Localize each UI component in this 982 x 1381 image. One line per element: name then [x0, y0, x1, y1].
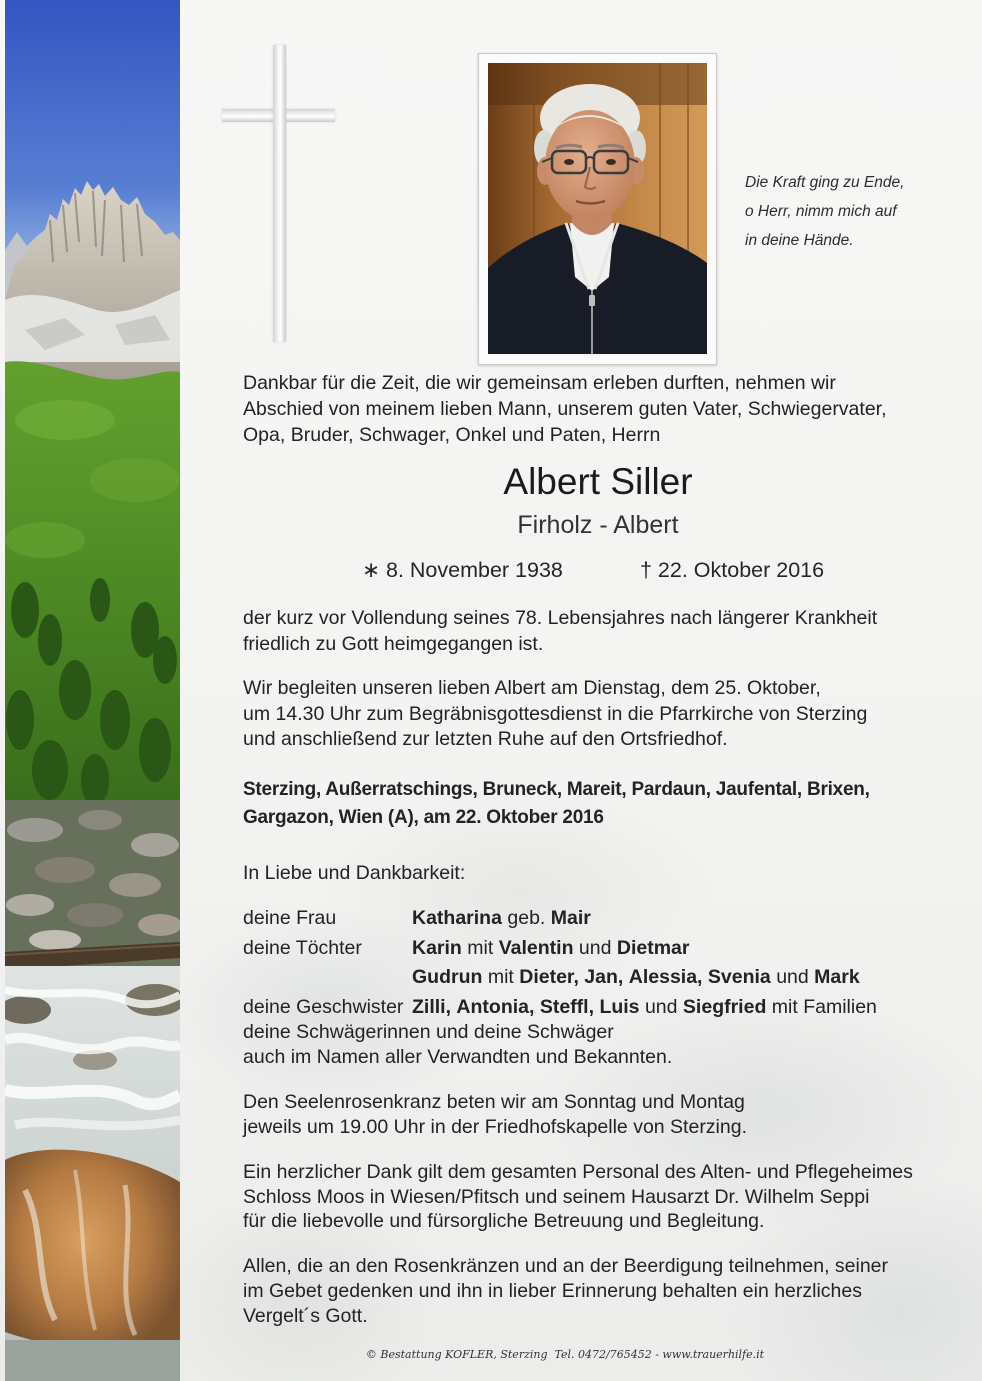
relation-label: deine Frau	[243, 907, 337, 929]
quote-line: in deine Hände.	[745, 232, 854, 249]
places-line: Sterzing, Außerratschings, Bruneck, Mareit, Pardaun, Jaufental, Brixen,	[243, 779, 870, 800]
portrait-illustration	[488, 63, 707, 354]
thanks-line: für die liebevolle und fürsorgliche Betreuung und Begleitung.	[243, 1210, 765, 1232]
funeral-line: Wir begleiten unseren lieben Albert am Dienstag, dem 25. Oktober,	[243, 677, 821, 699]
mourner-text: auch im Namen aller Verwandten und Bekannten.	[243, 1046, 673, 1068]
closing-line: Vergelt´s Gott.	[243, 1305, 368, 1327]
member-name: Gudrun	[412, 966, 483, 988]
relation-label: deine Geschwister	[243, 996, 404, 1018]
landscape-illustration	[5, 0, 180, 1381]
passing-line: der kurz vor Vollendung seines 78. Lebensjahres nach längerer Krankheit	[243, 607, 878, 629]
member-names	[412, 994, 877, 1020]
places-paragraph	[243, 776, 870, 832]
member-name: Luis	[599, 996, 640, 1018]
connector-text: mit	[487, 966, 514, 988]
mourners-intro: In Liebe und Dankbarkeit:	[243, 862, 466, 884]
connector-text: mit Familien	[771, 996, 877, 1018]
mourner-row-wife	[243, 905, 943, 931]
member-name: Dieter,	[519, 966, 579, 988]
funeral-line: und anschließend zur letzten Ruhe auf den Ortsfriedhof.	[243, 728, 728, 750]
mourner-row-daughter-family	[243, 964, 943, 990]
member-names	[412, 935, 690, 961]
deceased-nickname: Firholz - Albert	[517, 511, 679, 539]
intro-paragraph	[243, 370, 887, 448]
rosary-paragraph	[243, 1090, 747, 1140]
boulder	[5, 1150, 180, 1353]
rosary-line: Den Seelenrosenkranz beten wir am Sonntag und Montag	[243, 1091, 745, 1113]
cross-vertical-beam	[273, 45, 286, 342]
death-date: † 22. Oktober 2016	[640, 558, 825, 582]
passing-line: friedlich zu Gott heimgegangen ist.	[243, 633, 544, 655]
portrait-frame	[478, 53, 717, 365]
member-name: Zilli,	[412, 996, 451, 1018]
connector-text: und	[578, 937, 612, 959]
mourner-line-in-laws	[243, 1019, 943, 1045]
thanks-line: Ein herzlicher Dank gilt dem gesamten Personal des Alten- und Pflegeheimes	[243, 1161, 913, 1183]
connector-text: und	[776, 966, 809, 988]
thanks-line: Schloss Moos in Wiesen/Pfitsch und seinem Hausarzt Dr. Wilhelm Seppi	[243, 1185, 870, 1208]
intro-line: Dankbar für die Zeit, die wir gemeinsam erleben durften, nehmen wir	[243, 372, 836, 394]
member-name: Mair	[550, 907, 591, 929]
funeral-home-imprint: © Bestattung KOFLER, Sterzing Tel. 0472/765452 - www.trauerhilfe.it	[365, 1348, 765, 1361]
mourner-line-relatives	[243, 1044, 943, 1070]
stream-bottom	[5, 1340, 180, 1381]
closing-paragraph	[243, 1254, 888, 1329]
member-name: Mark	[814, 966, 860, 988]
deceased-name: Albert Siller	[503, 461, 693, 502]
member-name: Siegfried	[682, 996, 767, 1018]
member-name: Valentin	[498, 937, 574, 959]
member-name: Karin	[412, 937, 462, 959]
connector-text: mit	[467, 937, 494, 959]
member-name: Svenia	[707, 966, 771, 988]
member-name: Antonia,	[456, 996, 535, 1018]
member-name: Katharina	[412, 907, 502, 929]
closing-line: Allen, die an den Rosenkränzen und an der Beerdigung teilnehmen, seiner	[243, 1255, 889, 1277]
member-name: Jan,	[584, 966, 624, 988]
places-line: Gargazon, Wien (A), am 22. Oktober 2016	[243, 807, 604, 828]
mourner-text: deine Schwägerinnen und deine Schwäger	[243, 1021, 614, 1043]
rosary-line: jeweils um 19.00 Uhr in der Friedhofskapelle von Sterzing.	[243, 1116, 748, 1138]
connector-text: geb.	[507, 907, 546, 929]
funeral-line: um 14.30 Uhr zum Begräbnisgottesdienst in die Pfarrkirche von Sterzing	[243, 702, 868, 725]
connector-text: und	[644, 996, 678, 1018]
intro-line: Opa, Bruder, Schwager, Onkel und Paten, Herrn	[243, 424, 661, 446]
landscape-photo-strip	[5, 0, 180, 1381]
portrait-photo	[488, 63, 707, 354]
quote-line: o Herr, nimm mich auf	[745, 203, 897, 220]
member-name: Alessia,	[628, 966, 703, 988]
thanks-paragraph	[243, 1160, 913, 1234]
mourner-row-daughters	[243, 935, 943, 961]
member-name: Dietmar	[616, 937, 690, 959]
birth-date: ∗ 8. November 1938	[362, 558, 563, 582]
mourner-row-siblings	[243, 994, 943, 1020]
prayer-quote	[745, 168, 904, 255]
relation-label: deine Töchter	[243, 937, 362, 959]
closing-line: im Gebet gedenken und ihn in lieber Erinnerung behalten ein herzliches	[243, 1280, 862, 1302]
member-names	[412, 964, 860, 990]
member-name: Steffl,	[539, 996, 595, 1018]
passing-paragraph	[243, 605, 877, 657]
intro-line: Abschied von meinem lieben Mann, unserem guten Vater, Schwiegervater,	[243, 398, 887, 420]
member-names	[412, 905, 591, 931]
funeral-paragraph	[243, 676, 867, 753]
quote-line: Die Kraft ging zu Ende,	[745, 174, 905, 191]
